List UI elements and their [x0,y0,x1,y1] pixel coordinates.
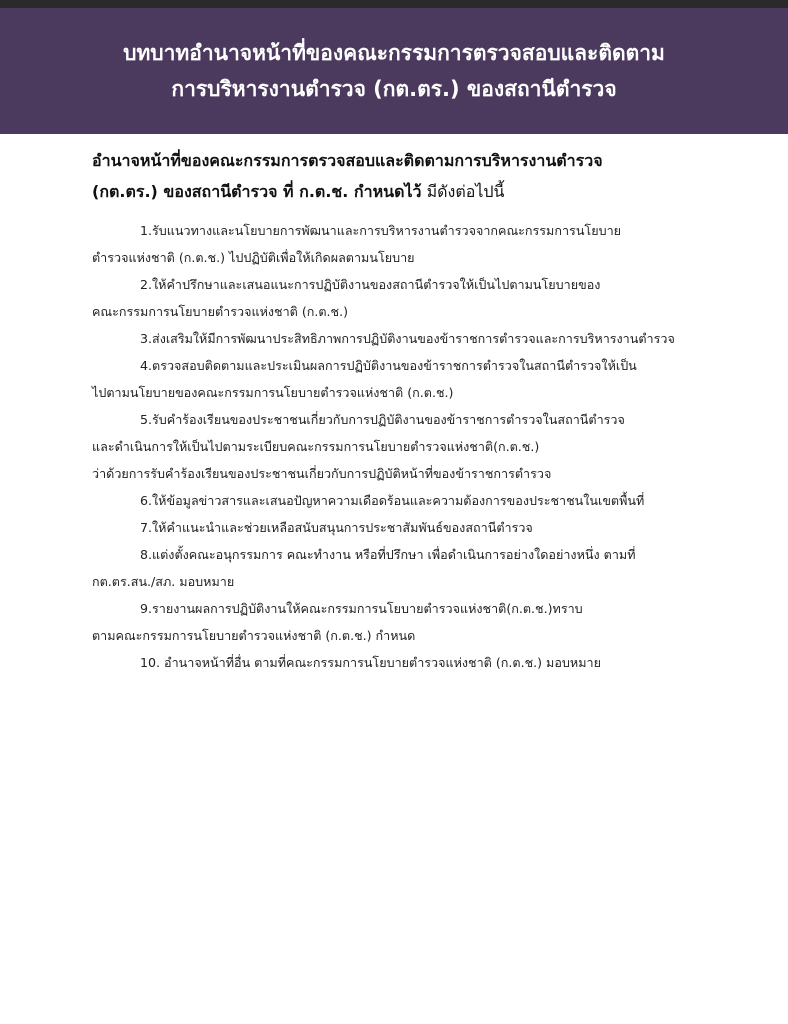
document-body [92,145,704,676]
title-banner [0,8,788,134]
list-item-first-line: 10. อำนาจหน้าที่อื่น ตามที่คณะกรรมการนโยบายตำรวจแห่งชาติ (ก.ต.ช.) มอบหมาย [140,655,601,670]
intro-line-1: อำนาจหน้าที่ของคณะกรรมการตรวจสอบและติดตามการบริหารงานตำรวจ [92,151,603,170]
list-item-continuation-line: ว่าด้วยการรับคำร้องเรียนของประชาชนเกี่ยวกับการปฏิบัติหน้าที่ของข้าราชการตำรวจ [92,466,552,481]
list-item-continuation-line: คณะกรรมการนโยบายตำรวจแห่งชาติ (ก.ต.ช.) [92,304,349,319]
list-item [92,487,704,514]
list-item-first-line: 1.รับแนวทางและนโยบายการพัฒนาและการบริหารงานตำรวจจากคณะกรรมการนโยบาย [140,223,622,238]
list-item [92,406,704,487]
intro-line-2 [92,176,704,207]
list-item-continuation-line: ไปตามนโยบายของคณะกรรมการนโยบายตำรวจแห่งชาติ (ก.ต.ช.) [92,385,454,400]
list-item-first-line: 4.ตรวจสอบติดตามและประเมินผลการปฏิบัติงานของข้าราชการตำรวจในสถานีตำรวจให้เป็น [140,358,637,373]
list-item [92,352,704,406]
list-item-first-line: 7.ให้คำแนะนำและช่วยเหลือสนับสนุนการประชาสัมพันธ์ของสถานีตำรวจ [140,520,533,535]
list-item-first-line: 9.รายงานผลการปฏิบัติงานให้คณะกรรมการนโยบายตำรวจแห่งชาติ(ก.ต.ช.)ทราบ [140,601,583,616]
top-edge-strip [0,0,788,8]
list-item-first-line: 8.แต่งตั้งคณะอนุกรรมการ คณะทำงาน หรือที่ปรึกษา เพื่อดำเนินการอย่างใดอย่างหนึ่ง ตามที่ [140,547,636,562]
list-item [92,541,704,595]
list-item [92,325,704,352]
list-item [92,595,704,649]
list-item-continuation-line: ตำรวจแห่งชาติ (ก.ต.ช.) ไปปฏิบัติเพื่อให้เกิดผลตามนโยบาย [92,250,415,265]
title-line-2: การบริหารงานตำรวจ (กต.ตร.) ของสถานีตำรวจ [171,77,617,101]
intro-trailing-text: มีดังต่อไปนี้ [421,182,505,201]
intro-bold-text: (กต.ตร.) ของสถานีตำรวจ ที่ ก.ต.ช. กำหนดไว้ [92,182,422,201]
list-item [92,514,704,541]
list-item [92,217,704,271]
intro-heading [92,145,704,207]
list-item-continuation-line: ตามคณะกรรมการนโยบายตำรวจแห่งชาติ (ก.ต.ช.) กำหนด [92,628,416,643]
list-item-continuation-line: กต.ตร.สน./สภ. มอบหมาย [92,574,235,589]
list-item-first-line: 2.ให้คำปรึกษาและเสนอแนะการปฏิบัติงานของสถานีตำรวจให้เป็นไปตามนโยบายของ [140,277,601,292]
list-item-first-line: 5.รับคำร้องเรียนของประชาชนเกี่ยวกับการปฏิบัติงานของข้าราชการตำรวจในสถานีตำรวจ [140,412,625,427]
list-item-first-line: 6.ให้ข้อมูลข่าวสารและเสนอปัญหาความเดือดร้อนและความต้องการของประชาชนในเขตพื้นที่ [140,493,645,508]
duties-list [92,217,704,676]
title-line-1: บทบาทอำนาจหน้าที่ของคณะกรรมการตรวจสอบและติดตาม [123,41,665,65]
list-item [92,271,704,325]
list-item-first-line: 3.ส่งเสริมให้มีการพัฒนาประสิทธิภาพการปฏิบัติงานของข้าราชการตำรวจและการบริหารงานตำรวจ [140,331,675,346]
list-item-continuation-line: และดำเนินการให้เป็นไปตามระเบียบคณะกรรมการนโยบายตำรวจแห่งชาติ(ก.ต.ช.) [92,439,540,454]
list-item [92,649,704,676]
